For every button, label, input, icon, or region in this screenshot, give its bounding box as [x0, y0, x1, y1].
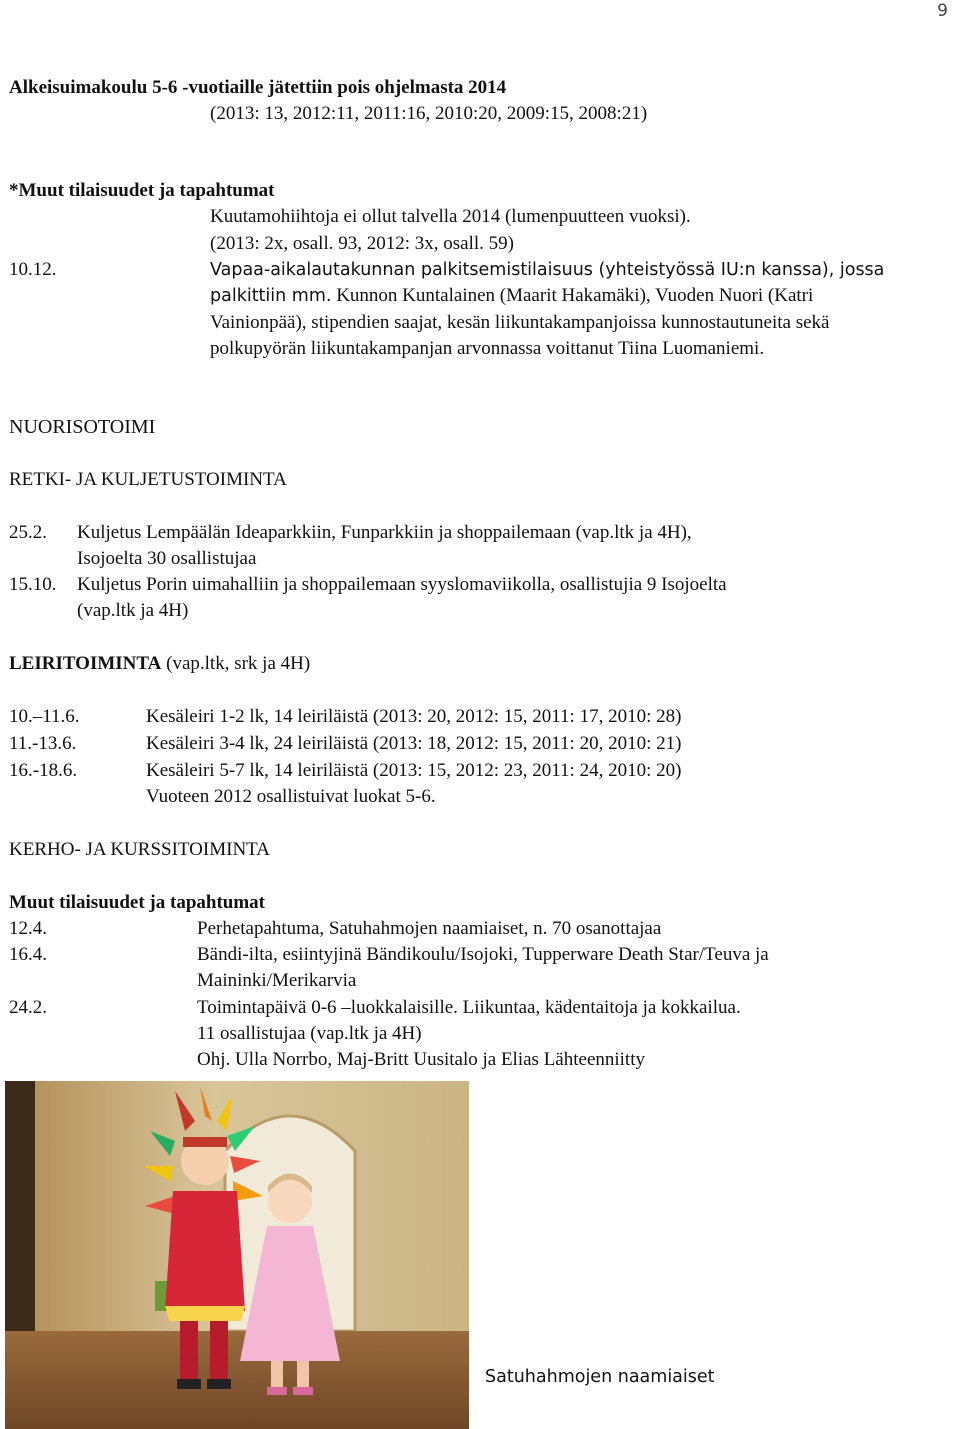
- events-line: polkupyörän liikuntakampanjan arvonnassa voittanut Tiina Luomaniemi.: [210, 338, 765, 359]
- photo-caption: Satuhahmojen naamiaiset: [485, 1367, 715, 1387]
- heading-kerho: KERHO- JA KURSSITOIMINTA: [9, 839, 270, 860]
- kerho-text: 11 osallistujaa (vap.ltk ja 4H): [197, 1023, 422, 1044]
- heading-leiri: [9, 651, 310, 677]
- page-number: 9: [937, 1, 948, 21]
- leiri-text: Kesäleiri 3-4 lk, 24 leiriläistä (2013: 18, 2012: 15, 2011: 20, 2010: 21): [146, 733, 682, 754]
- retki-text: Kuljetus Porin uimahalliin ja shoppailemaan syyslomaviikolla, osallistujia 9 Isojoelta: [77, 574, 727, 595]
- heading-retki: RETKI- JA KULJETUSTOIMINTA: [9, 469, 287, 490]
- heading-nuorisotoimi: NUORISOTOIMI: [9, 416, 156, 438]
- kerho-text: Toimintapäivä 0-6 –luokkalaisille. Liikuntaa, kädentaitoja ja kokkailua.: [197, 997, 741, 1018]
- kerho-date: 16.4.: [9, 944, 47, 965]
- costume-party-photo: [5, 1081, 469, 1429]
- leiri-subtitle: (vap.ltk, srk ja 4H): [161, 653, 311, 674]
- leiri-title: LEIRITOIMINTA: [9, 653, 162, 674]
- event-photo: [5, 1081, 469, 1429]
- retki-text: Isojoelta 30 osallistujaa: [77, 548, 257, 569]
- events-line: Vapaa-aikalautakunnan palkitsemistilaisuus (yhteistyössä IU:n kanssa), jossa: [210, 260, 885, 280]
- kerho-text: Ohj. Ulla Norrbo, Maj-Britt Uusitalo ja Elias Lähteenniitty: [197, 1049, 645, 1070]
- leiri-text: Kesäleiri 1-2 lk, 14 leiriläistä (2013: 20, 2012: 15, 2011: 17, 2010: 28): [146, 706, 682, 727]
- kerho-date: 12.4.: [9, 918, 47, 939]
- retki-text: Kuljetus Lempäälän Ideaparkkiin, Funparkkiin ja shoppailemaan (vap.ltk ja 4H),: [77, 522, 692, 543]
- leiri-note: Vuoteen 2012 osallistuivat luokat 5-6.: [146, 786, 436, 807]
- kerho-text: Maininki/Merikarvia: [197, 970, 357, 991]
- kerho-subtitle: Muut tilaisuudet ja tapahtumat: [9, 892, 265, 913]
- events-line: Vainionpää), stipendien saajat, kesän liikuntakampanjoissa kunnostautuneita sekä: [210, 312, 830, 333]
- retki-text: (vap.ltk ja 4H): [77, 600, 189, 621]
- leiri-date: 16.-18.6.: [9, 760, 78, 781]
- events-line: Kuutamohiihtoja ei ollut talvella 2014 (lumenpuutteen vuoksi).: [210, 206, 691, 227]
- section-title-swimschool: Alkeisuimakoulu 5-6 -vuotiaille jätettiin pois ohjelmasta 2014: [9, 77, 507, 98]
- events-line: [210, 283, 813, 309]
- kerho-date: 24.2.: [9, 997, 47, 1018]
- retki-date: 25.2.: [9, 522, 47, 543]
- leiri-text: Kesäleiri 5-7 lk, 14 leiriläistä (2013: 15, 2012: 23, 2011: 24, 2010: 20): [146, 760, 682, 781]
- leiri-date: 10.–11.6.: [9, 706, 80, 727]
- events-text-fragment: Kunnon Kuntalainen (Maarit Hakamäki), Vuoden Nuori (Katri: [336, 285, 814, 306]
- leiri-date: 11.-13.6.: [9, 733, 77, 754]
- events-text-fragment: palkittiin mm.: [210, 286, 332, 306]
- kerho-text: Bändi-ilta, esiintyjinä Bändikoulu/Isojoki, Tupperware Death Star/Teuva ja: [197, 944, 769, 965]
- section-title-events: *Muut tilaisuudet ja tapahtumat: [9, 180, 275, 201]
- event-date: 10.12.: [9, 259, 57, 280]
- retki-date: 15.10.: [9, 574, 57, 595]
- kerho-text: Perhetapahtuma, Satuhahmojen naamiaiset, n. 70 osanottajaa: [197, 918, 662, 939]
- events-line: (2013: 2x, osall. 93, 2012: 3x, osall. 59): [210, 233, 514, 254]
- swimschool-stats: (2013: 13, 2012:11, 2011:16, 2010:20, 2009:15, 2008:21): [210, 103, 648, 124]
